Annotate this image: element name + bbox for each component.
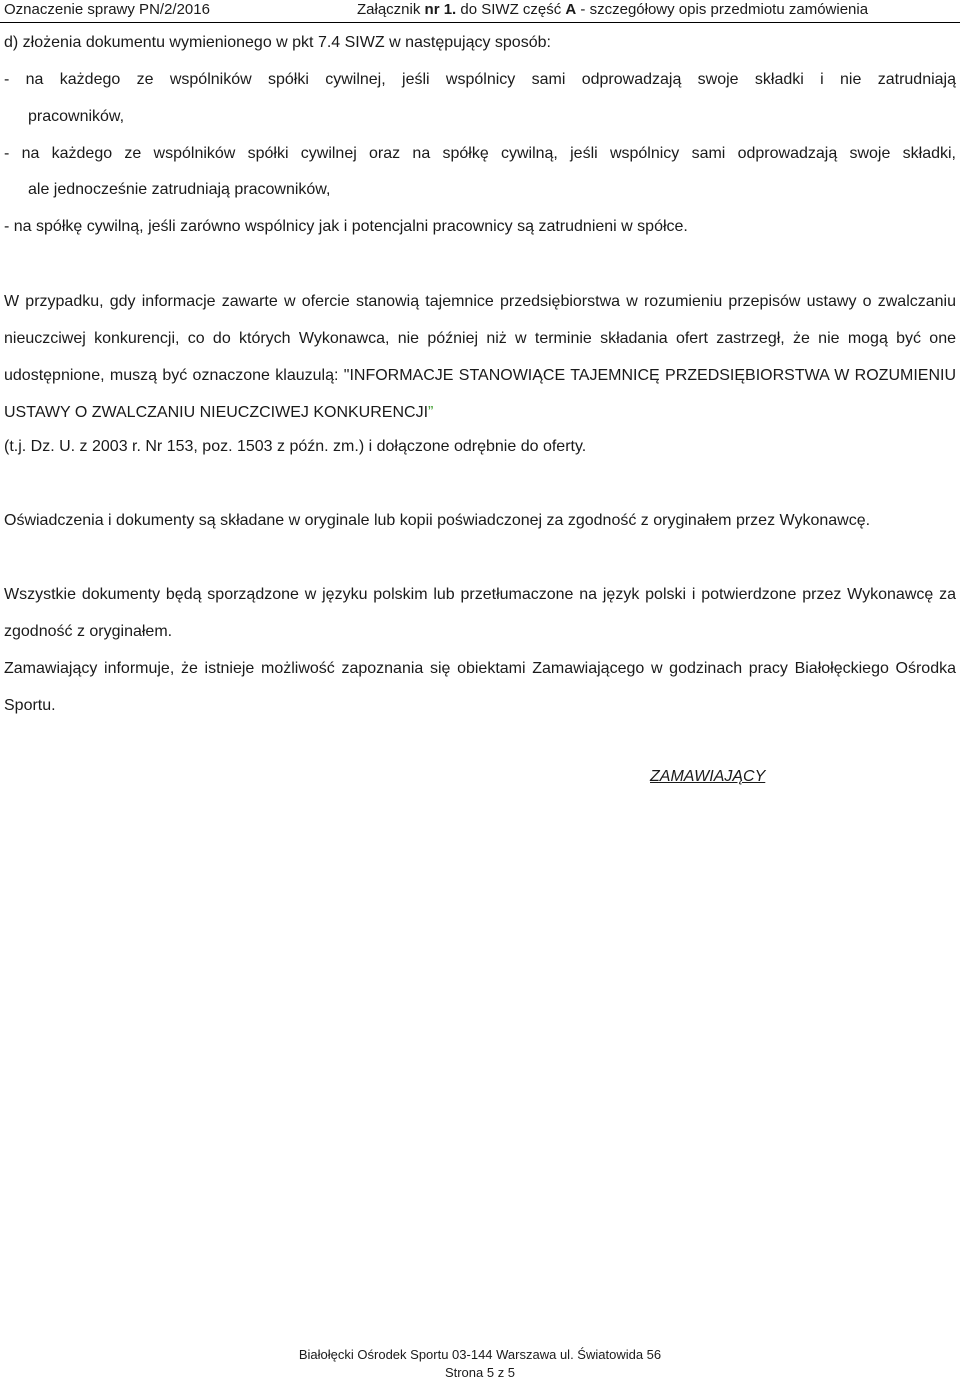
attachment-label: Załącznik nr 1. do SIWZ część A - szczegółowy opis przedmiotu zamówienia bbox=[357, 1, 869, 18]
paragraph-visit: Zamawiający informuje, że istnieje możliwość zapoznania się obiektami Zamawiającego w godzinach pracy Białołęckiego Ośrodka Sportu. bbox=[4, 660, 956, 714]
page-header bbox=[0, 0, 960, 23]
confidentiality-tail: (t.j. Dz. U. z 2003 r. Nr 153, poz. 1503 z późn. zm.) i dołączone odrębnie do oferty. bbox=[4, 438, 587, 455]
section-d-intro: d) złożenia dokumentu wymienionego w pkt 7.4 SIWZ w następujący sposób: bbox=[4, 34, 551, 51]
signature: ZAMAWIAJĄCY bbox=[650, 768, 766, 785]
quote-mark: ” bbox=[428, 404, 434, 421]
case-number: Oznaczenie sprawy PN/2/2016 bbox=[4, 1, 210, 18]
paragraph-documents: Oświadczenia i dokumenty są składane w oryginale lub kopii poświadczonej za zgodność z oryginałem przez Wykonawcę. bbox=[4, 512, 871, 529]
section-d-item-1-cont: pracowników, bbox=[28, 108, 125, 125]
section-d-item-3: - na spółkę cywilną, jeśli zarówno wspólnicy jak i potencjalni pracownicy są zatrudnieni w spółce. bbox=[4, 218, 688, 235]
confidentiality-paragraph: W przypadku, gdy informacje zawarte w ofercie stanowią tajemnice przedsiębiorstwa w rozumieniu przepisów ustawy o zwalczaniu nieuczciwej konkurencji, co do których Wykonawca, nie później niż w terminie składania ofert zastrzegł, że nie mogą być one udostępnione, muszą być oznaczone klauzulą: "INFORMACJE STANOWIĄCE TAJEMNICĘ PRZEDSIĘBIORSTWA W ROZUMIENIU USTAWY O ZWALCZANIU NIEUCZCIWEJ KONKURENCJI” bbox=[4, 293, 956, 421]
footer-page-number: Strona 5 z 5 bbox=[444, 1365, 516, 1380]
footer-address: Białołęcki Ośrodek Sportu 03-144 Warszawa ul. Światowida 56 bbox=[298, 1347, 662, 1362]
section-d-item-2: - na każdego ze wspólników spółki cywilnej oraz na spółkę cywilną, jeśli wspólnicy sami odprowadzają swoje składki, bbox=[4, 145, 956, 162]
section-d-item-1: - na każdego ze wspólników spółki cywilnej, jeśli wspólnicy sami odprowadzają swoje składki i nie zatrudniają bbox=[4, 71, 956, 88]
paragraph-language: Wszystkie dokumenty będą sporządzone w języku polskim lub przetłumaczone na język polski i potwierdzone przez Wykonawcę za zgodność z oryginałem. bbox=[4, 586, 956, 640]
section-d-item-2-cont: ale jednocześnie zatrudniają pracowników, bbox=[28, 181, 331, 198]
